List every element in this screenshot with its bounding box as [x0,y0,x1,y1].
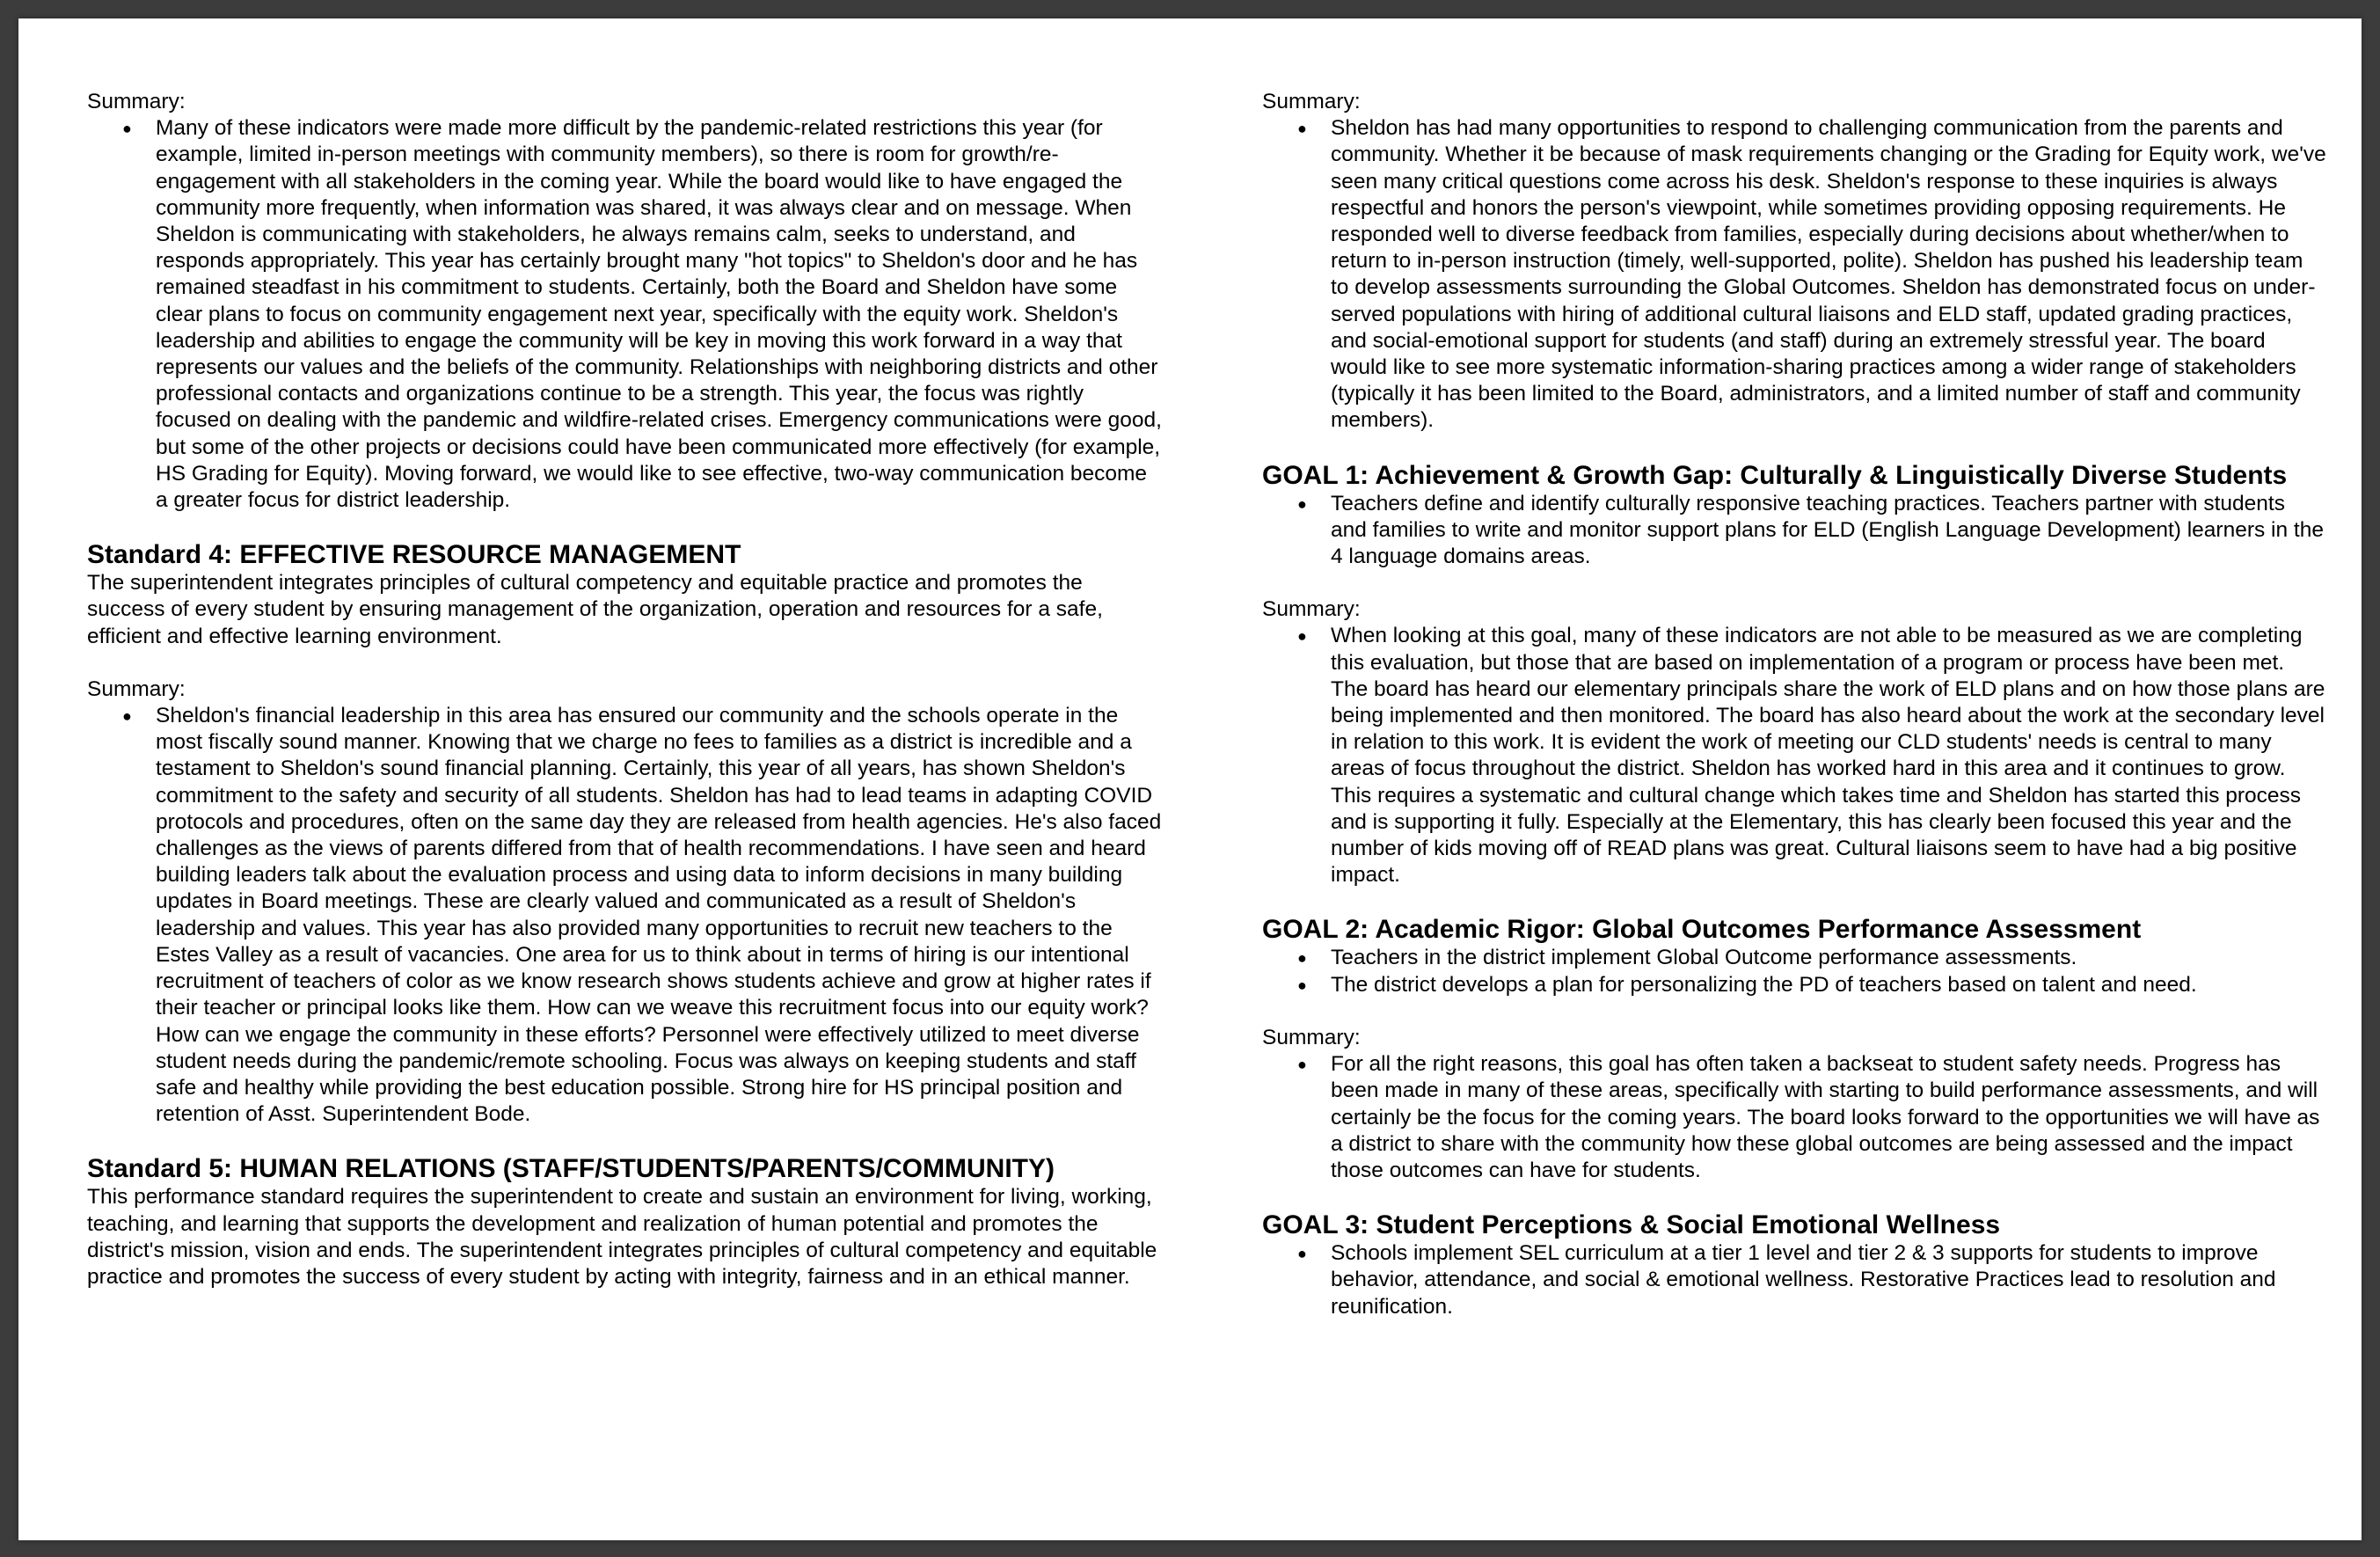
summary-bullet: ● Sheldon has had many opportunities to respond to challenging communication from the parents and community. Whether it be because of mask requirements changing or the Grading for Equity work, we've seen many critical questions come across his desk. Sheldon's response to these inquiries is always respectful and honors the person's viewpoint, while sometimes providing opposing requirements. He responded well to diverse feedback from families, especially during decisions about whether/when to return to in-person instruction (timely, well-supported, polite). Sheldon has pushed his leadership team to develop assessments surrounding the Global Outcomes. Sheldon has demonstrated focus on under-served populations with hiring of additional cultural liaisons and ELD staff, updated grading practices, and social-emotional support for students (and staff) during an extremely stressful year. The board would like to see more systematic information-sharing practices among a wider range of stakeholders (typically it has been limited to the Board, administrators, and a limited number of staff and community members). [1331,115,2326,434]
summary-bullet: ● For all the right reasons, this goal has often taken a backseat to student safety needs. Progress has been made in many of these areas, specifically with starting to build performance assessments, and will certainly be the focus for the coming years. The board looks forward to the opportunities we will have as a district to share with the community how these global outcomes are being assessed and the impact those outcomes can have for students. [1331,1051,2326,1184]
left-column [87,89,1164,1290]
spacer [87,514,1164,540]
summary-list [87,115,1164,514]
summary-bullet: ● Many of these indicators were made more difficult by the pandemic-related restrictions this year (for example, limited in-person meetings with community members), so there is room for growth/re-engagement with all stakeholders in the coming year. While the board would like to have engaged the community more frequently, when information was shared, it was always clear and on message. When Sheldon is communicating with stakeholders, he always remains calm, seeks to understand, and responds appropriately. This year has certainly brought many "hot topics" to Sheldon's door and he has remained steadfast in his commitment to students. Certainly, both the Board and Sheldon have some clear plans to focus on community engagement next year, specifically with the equity work. Sheldon's leadership and abilities to engage the community will be key in moving this work forward in a way that represents our values and the beliefs of the community. Relationships with neighboring districts and other professional contacts and organizations continue to be a strength. This year, the focus was rightly focused on dealing with the pandemic and wildfire-related crises. Emergency communications were good, but some of the other projects or decisions could have been communicated more effectively (for example, HS Grading for Equity). Moving forward, we would like to see effective, two-way communication become a greater focus for district leadership. [156,115,1164,514]
summary-label: Summary: [1262,597,1361,622]
standard-4-heading: Standard 4: EFFECTIVE RESOURCE MANAGEMENT [87,540,741,570]
goal-2-list [1262,945,2326,998]
spacer [1262,888,2326,915]
standard-5-description: This performance standard requires the superintendent to create and sustain an environment for living, working, teaching, and learning that supports the development and realization of human potential and promotes the district's mission, vision and ends. The superintendent integrates principles of cultural competency and equitable practice and promotes the success of every student by acting with integrity, fairness and in an ethical manner. [87,1185,1157,1289]
spacer [87,1128,1164,1154]
spacer [1262,998,2326,1025]
document-page [18,18,2362,1540]
summary-list [1262,623,2326,888]
goal-1-list [1262,491,2326,571]
goal-2-bullet: ● The district develops a plan for personalizing the PD of teachers based on talent and need. [1331,972,2326,998]
goal-2-bullet: ● Teachers in the district implement Global Outcome performance assessments. [1331,945,2326,971]
standard-5-heading: Standard 5: HUMAN RELATIONS (STAFF/STUDENTS/PARENTS/COMMUNITY) [87,1154,1055,1184]
summary-label: Summary: [87,90,186,113]
summary-label: Summary: [1262,90,1361,113]
goal-3-bullet: ● Schools implement SEL curriculum at a tier 1 level and tier 2 & 3 supports for students to improve behavior, attendance, and social & emotional wellness. Restorative Practices lead to resolution and reunification. [1331,1240,2326,1320]
summary-label: Summary: [87,676,186,701]
summary-bullet: ● Sheldon's financial leadership in this area has ensured our community and the schools operate in the most fiscally sound manner. Knowing that we charge no fees to families as a district is incredible and a testament to Sheldon's sound financial planning. Certainly, this year of all years, has shown Sheldon's commitment to the safety and security of all students. Sheldon has had to lead teams in adapting COVID protocols and procedures, often on the same day they are released from health agencies. He's also faced challenges as the views of parents differed from that of health recommendations. I have seen and heard building leaders talk about the evaluation process and using data to inform decisions in many building updates in Board meetings. These are clearly valued and communicated as a result of Sheldon's leadership and values. This year has also provided many opportunities to recruit new teachers to the Estes Valley as a result of vacancies. One area for us to think about in terms of hiring is our intentional recruitment of teachers of color as we know research shows students achieve and grow at higher rates if their teacher or principal looks like them. How can we weave this recruitment focus into our equity work? How can we engage the community in these efforts? Personnel were effectively utilized to meet diverse student needs during the pandemic/remote schooling. Focus was always on keeping students and staff safe and healthy while providing the best education possible. Strong hire for HS principal position and retention of Asst. Superintendent Bode. [156,703,1164,1128]
goal-3-list [1262,1240,2326,1320]
right-column [1262,89,2326,1320]
goal-3-heading: GOAL 3: Student Perceptions & Social Emotional Wellness [1262,1210,2001,1240]
spacer [1262,435,2326,461]
summary-bullet: ● When looking at this goal, many of these indicators are not able to be measured as we are completing this evaluation, but those that are based on implementation of a program or process have been met. The board has heard our elementary principals share the work of ELD plans and on how those plans are being implemented and then monitored. The board has also heard about the work at the secondary level in relation to this work. It is evident the work of meeting our CLD students' needs is central to many areas of focus throughout the district. Sheldon has worked hard in this area and it continues to grow. This requires a systematic and cultural change which takes time and Sheldon has started this process and is supporting it fully. Especially at the Elementary, this has clearly been focused this year and the number of kids moving off of READ plans was great. Cultural liaisons seem to have had a big positive impact. [1331,623,2326,888]
spacer [87,650,1164,676]
summary-label: Summary: [1262,1025,1361,1049]
goal-1-bullet: ● Teachers define and identify culturally responsive teaching practices. Teachers partner with students and families to write and monitor support plans for ELD (English Language Development) learners in the 4 language domains areas. [1331,491,2326,571]
summary-list [1262,1051,2326,1184]
goal-2-heading: GOAL 2: Academic Rigor: Global Outcomes Performance Assessment [1262,915,2142,945]
goal-1-heading: GOAL 1: Achievement & Growth Gap: Culturally & Linguistically Diverse Students [1262,460,2288,490]
summary-list [1262,115,2326,434]
standard-4-description: The superintendent integrates principles of cultural competency and equitable practice and promotes the success of every student by ensuring management of the organization, operation and resources for a safe, efficient and effective learning environment. [87,571,1103,648]
spacer [1262,570,2326,596]
summary-list [87,703,1164,1128]
spacer [1262,1184,2326,1210]
